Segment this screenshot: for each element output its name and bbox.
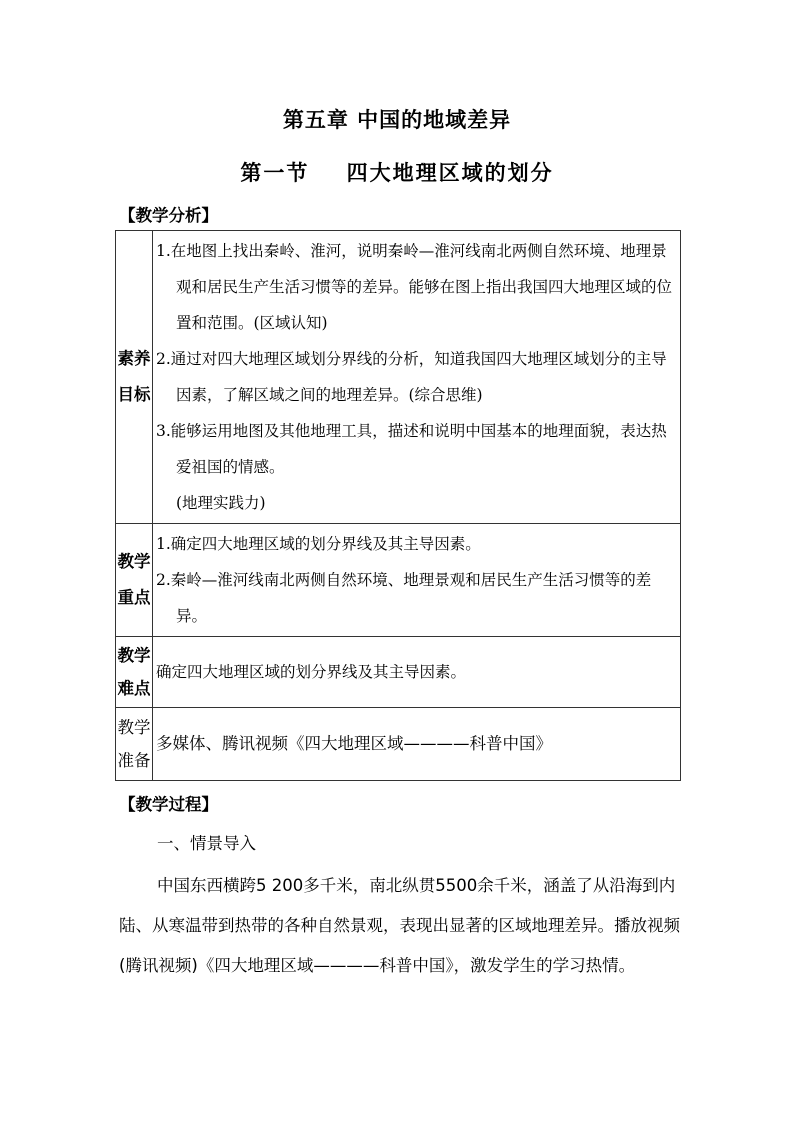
teaching-analysis-heading: 【教学分析】 [119,206,218,225]
row-label-goals: 素养 目标 [116,231,153,524]
row-label-preparation: 教学 准备 [116,708,153,781]
teaching-analysis-table [115,230,681,781]
chapter-title: 第五章 中国的地域差异 [282,108,512,132]
row-content-difficulties [153,637,681,708]
row-content-goals [153,231,681,524]
table-row-key-points [116,524,681,637]
preparation-text: 多媒体、腾讯视频《四大地理区域————科普中国》 [156,734,552,753]
teaching-process-heading: 【教学过程】 [119,795,218,814]
table-row-preparation [116,708,681,781]
goal-item-2: 2.通过对四大地理区域划分界线的分析，知道我国四大地理区域划分的主导因素，了解区域之间的地理差异。(综合思维) [156,350,667,404]
goal-item-1: 1.在地图上找出秦岭、淮河，说明秦岭—淮河线南北两侧自然环境、地理景观和居民生产生活习惯等的差异。能够在图上指出我国四大地理区域的位置和范围。(区域认知) [156,242,673,332]
step-1-paragraph: 中国东西横跨5 200多千米，南北纵贯5500余千米，涵盖了从沿海到内陆、从寒温带到热带的各种自然景观，表现出显著的区域地理差异。播放视频(腾讯视频)《四大地理区域————科普中国》，激发学生的学习热情。 [119,876,680,975]
key-point-1: 1.确定四大地理区域的划分界线及其主导因素。 [156,535,481,553]
goal-item-3-tag: (地理实践力) [176,494,266,512]
goal-item-3: 3.能够运用地图及其他地理工具，描述和说明中国基本的地理面貌，表达热爱祖国的情感。 [156,422,667,476]
row-label-difficulties: 教学 难点 [116,637,153,708]
row-content-preparation [153,708,681,781]
table-row-goals [116,231,681,524]
table-row-difficulties [116,637,681,708]
row-label-key-points: 教学 重点 [116,524,153,637]
difficulty-text: 确定四大地理区域的划分界线及其主导因素。 [156,663,467,681]
section-title: 第一节 四大地理区域的划分 [240,160,554,185]
key-point-2: 2.秦岭—淮河线南北两侧自然环境、地理景观和居民生产生活习惯等的差异。 [156,571,652,625]
step-1-heading: 一、情景导入 [157,834,256,853]
row-content-key-points [153,524,681,637]
